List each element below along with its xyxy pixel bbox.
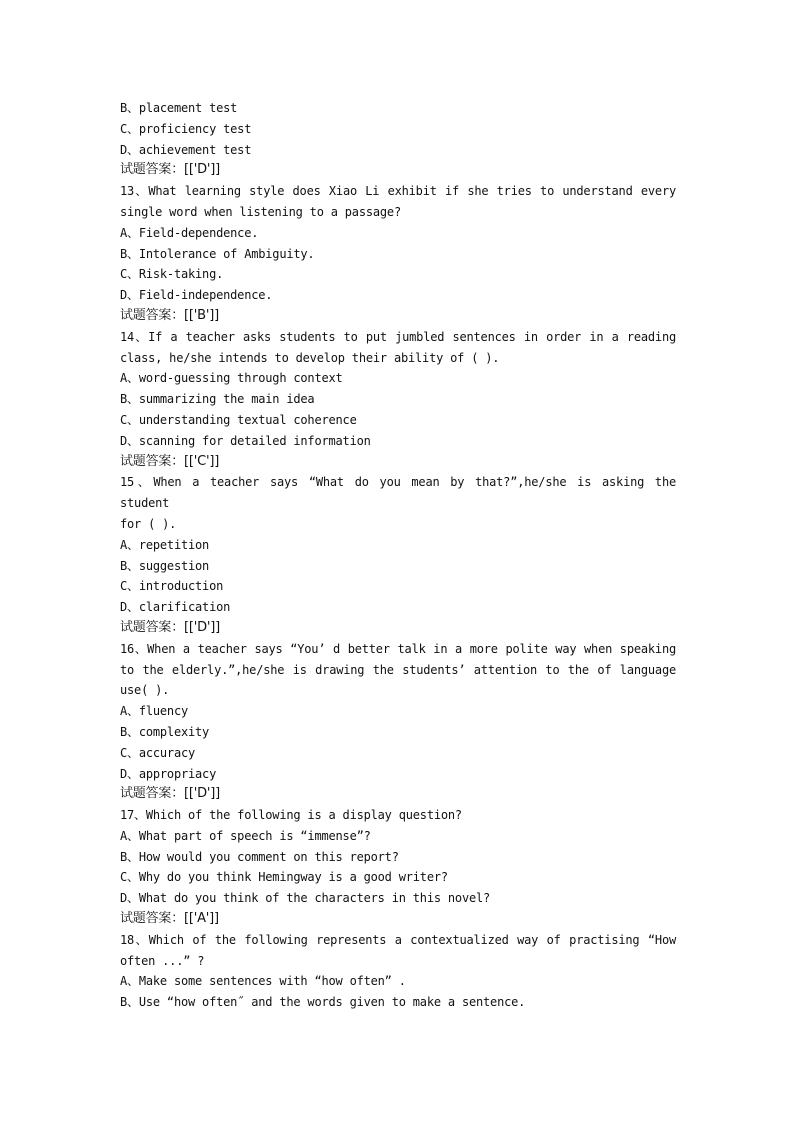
question-line: use( ).: [120, 683, 170, 698]
option-line: A、Make some sentences with “how often” .: [120, 974, 406, 989]
option-line: C、accuracy: [120, 745, 196, 760]
option-line: C、introduction: [120, 579, 224, 594]
option-line: A、word-guessing through context: [120, 371, 343, 386]
option-line: D、Field-independence.: [120, 288, 273, 303]
option-line: B、placement test: [120, 101, 238, 115]
question-line: often ...” ?: [120, 953, 205, 968]
option-line: D、achievement test: [120, 142, 252, 157]
option-line: A、Field-dependence.: [120, 225, 259, 240]
answer-line: 试题答案：[['B']]: [120, 307, 219, 323]
option-line: C、understanding textual coherence: [120, 412, 357, 427]
question-line: student: [120, 496, 170, 511]
question-line: 13、What learning style does Xiao Li exhibit if she tries to understand every: [120, 184, 676, 199]
answer-line: 试题答案：[['D']]: [120, 786, 221, 802]
option-line: D、What do you think of the characters in this novel?: [120, 891, 491, 906]
question-line: 15、When a teacher says “What do you mean by that?”,he/she is asking the: [120, 475, 676, 490]
question-line: 14、If a teacher asks students to put jumbled sentences in order in a reading: [120, 329, 676, 344]
question-line: for ( ).: [120, 516, 177, 531]
answer-line: 试题答案：[['D']]: [120, 619, 221, 635]
option-line: B、summarizing the main idea: [120, 392, 315, 407]
option-line: B、Use “how often˝ and the words given to make a sentence.: [120, 995, 526, 1010]
option-line: D、clarification: [120, 600, 231, 615]
option-line: B、How would you comment on this report?: [120, 849, 399, 864]
question-line: single word when listening to a passage?: [120, 204, 401, 219]
question-line: 18、Which of the following represents a contextualized way of practising “How: [120, 932, 676, 947]
answer-line: 试题答案：[['D']]: [120, 162, 221, 178]
question-line: 17、Which of the following is a display question?: [120, 808, 462, 823]
option-line: D、appropriacy: [120, 766, 217, 781]
option-line: B、Intolerance of Ambiguity.: [120, 246, 315, 261]
answer-line: 试题答案：[['A']]: [120, 911, 219, 927]
option-line: D、scanning for detailed information: [120, 433, 371, 448]
option-line: C、Why do you think Hemingway is a good writer?: [120, 870, 448, 885]
option-line: A、repetition: [120, 537, 210, 552]
question-line: 16、When a teacher says “You’ d better talk in a more polite way when speaking: [120, 641, 676, 656]
option-line: B、suggestion: [120, 558, 210, 573]
option-line: B、complexity: [120, 724, 210, 739]
answer-line: 试题答案：[['C']]: [120, 453, 220, 469]
option-line: A、What part of speech is “immense”?: [120, 828, 371, 843]
option-line: C、Risk-taking.: [120, 267, 224, 282]
option-line: C、proficiency test: [120, 121, 252, 136]
question-line: to the elderly.”,he/she is drawing the students’ attention to the of language: [120, 662, 676, 677]
option-line: A、fluency: [120, 704, 188, 719]
question-line: class, he/she intends to develop their ability of ( ).: [120, 350, 500, 365]
document-body: [120, 98, 676, 1013]
